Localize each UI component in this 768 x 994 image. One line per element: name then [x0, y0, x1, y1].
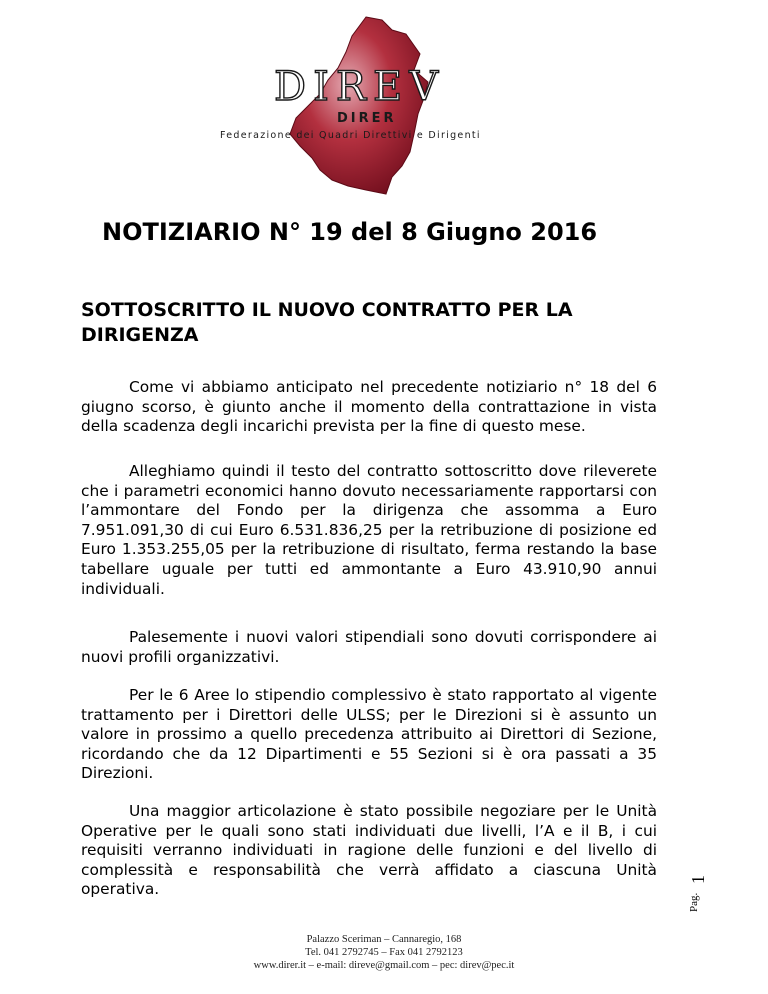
page-title: NOTIZIARIO N° 19 del 8 Giugno 2016 — [102, 218, 598, 246]
footer-contacts: www.direr.it – e-mail: direve@gmail.com – pec: direv@pec.it — [253, 960, 515, 971]
paragraph: Palesemente i nuovi valori stipendiali sono dovuti corrispondere ai nuovi profili organizzativi. — [81, 628, 657, 666]
paragraph: Una maggior articolazione è stato possibile negoziare per le Unità Operative per le quali sono stati individuati due livelli, l’A e il B, i cui requisiti verranno individuati in ragione delle funzioni e del livello di complessità e responsabilità che verrà affidato a ciascuna Unità operativa. — [81, 802, 657, 899]
page-number-value: 1 — [688, 875, 708, 884]
article-heading: SOTTOSCRITTO IL NUOVO CONTRATTO PER LA DIRIGENZA — [81, 299, 573, 346]
paragraph: Alleghiamo quindi il testo del contratto sottoscritto dove rileverete che i parametri economici hanno dovuto necessariamente rapportarsi con l’ammontare del Fondo per la dirigenza che assomma a Euro 7.951.091,30 di cui Euro 6.531.836,25 per la retribuzione di posizione ed Euro 1.353.255,05 per la retribuzione di risultato, ferma restando la base tabellare uguale per tutti ed ammontante a Euro 43.910,90 annui individuali. — [81, 462, 657, 598]
footer-phone: Tel. 041 2792745 – Fax 041 2792123 — [305, 947, 463, 958]
paragraph: Per le 6 Aree lo stipendio complessivo è stato rapportato al vigente trattamento per i Direttori delle ULSS; per le Direzioni si è assunto un valore in prossimo a quello precedenza attribuito ai Direttori di Sezione, ricordando che da 12 Dipartimenti e 55 Sezioni si è ora passati a 35 Direzioni. — [81, 686, 657, 783]
page-number — [688, 862, 716, 930]
logo-tagline: Federazione dei Quadri Direttivi e Dirigenti — [220, 130, 481, 141]
paragraph: Come vi abbiamo anticipato nel precedente notiziario n° 18 del 6 giugno scorso, è giunto anche il momento della contrattazione in vista della scadenza degli incarichi prevista per la fine di questo mese. — [81, 378, 657, 436]
logo-name: DIREV — [274, 64, 446, 110]
logo — [216, 14, 526, 196]
page-label: Pag. — [688, 892, 700, 912]
footer-address: Palazzo Sceriman – Cannaregio, 168 — [306, 934, 462, 945]
logo-sub: DIRER — [337, 111, 397, 126]
